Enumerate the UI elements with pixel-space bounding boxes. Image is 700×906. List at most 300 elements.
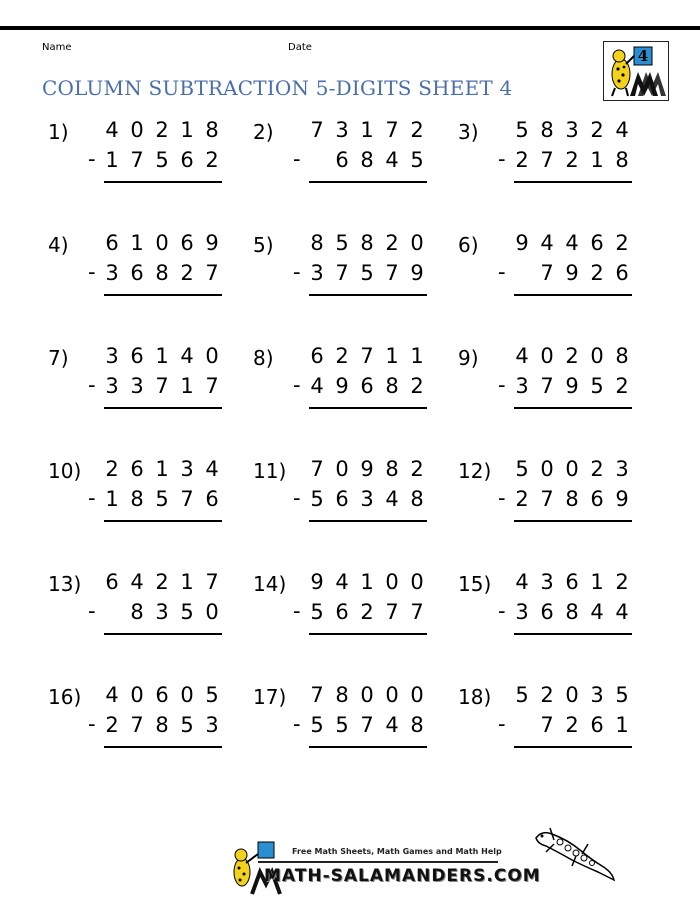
digit: 9 — [615, 487, 629, 511]
digit: 9 — [565, 261, 579, 285]
digit: 4 — [590, 600, 604, 624]
digit: 2 — [385, 231, 399, 255]
digit: 4 — [540, 231, 554, 255]
answer-line — [514, 520, 632, 522]
answer-line — [104, 633, 222, 635]
digit: 2 — [205, 148, 219, 172]
digit: 2 — [155, 118, 169, 142]
digit: 6 — [335, 487, 349, 511]
digit: 6 — [105, 231, 119, 255]
answer-line — [104, 746, 222, 748]
digit: 3 — [180, 457, 194, 481]
minuend — [307, 344, 427, 368]
digit: 3 — [105, 261, 119, 285]
name-label: Name — [42, 42, 72, 53]
problem-number: 4) — [48, 233, 69, 257]
subtrahend — [307, 713, 427, 737]
digit: 2 — [590, 118, 604, 142]
minus-sign: - — [498, 486, 506, 510]
answer-line — [514, 746, 632, 748]
subtrahend — [102, 600, 222, 624]
digit: 9 — [410, 261, 424, 285]
digit: 7 — [130, 148, 144, 172]
subtraction-problem — [253, 677, 453, 757]
minuend — [307, 570, 427, 594]
minuend — [102, 457, 222, 481]
digit: 2 — [615, 374, 629, 398]
digit: 5 — [335, 713, 349, 737]
date-label: Date — [288, 42, 312, 53]
subtrahend — [512, 487, 632, 511]
digit: 8 — [155, 713, 169, 737]
digit: 3 — [310, 261, 324, 285]
subtraction-problem — [48, 225, 248, 305]
digit: 4 — [515, 344, 529, 368]
minus-sign: - — [498, 373, 506, 397]
digit: 2 — [515, 148, 529, 172]
digit: 8 — [615, 148, 629, 172]
digit: 5 — [515, 683, 529, 707]
problem-number: 7) — [48, 346, 69, 370]
digit: 8 — [565, 487, 579, 511]
digit: 5 — [180, 713, 194, 737]
minus-sign: - — [88, 147, 96, 171]
answer-line — [514, 181, 632, 183]
digit: 2 — [410, 118, 424, 142]
digit: 6 — [565, 570, 579, 594]
digit: 5 — [155, 487, 169, 511]
digit: 3 — [360, 487, 374, 511]
digit: 8 — [310, 231, 324, 255]
digit: 6 — [130, 344, 144, 368]
digit: 0 — [335, 457, 349, 481]
digit: 3 — [205, 713, 219, 737]
minus-sign: - — [88, 599, 96, 623]
subtraction-problem — [48, 677, 248, 757]
digit: 2 — [410, 457, 424, 481]
digit — [102, 600, 122, 624]
digit: 7 — [310, 457, 324, 481]
subtrahend — [512, 148, 632, 172]
digit: 7 — [385, 261, 399, 285]
salamander-icon — [528, 826, 618, 886]
salamander-illustration — [528, 826, 618, 886]
digit: 7 — [410, 600, 424, 624]
subtraction-problem — [48, 338, 248, 418]
subtrahend — [307, 487, 427, 511]
digit: 0 — [155, 231, 169, 255]
problem-number: 6) — [458, 233, 479, 257]
digit: 1 — [155, 457, 169, 481]
digit: 9 — [360, 457, 374, 481]
problem-number: 1) — [48, 120, 69, 144]
digit: 1 — [180, 374, 194, 398]
digit: 7 — [540, 713, 554, 737]
minuend — [512, 683, 632, 707]
answer-line — [309, 633, 427, 635]
minuend — [102, 570, 222, 594]
digit: 2 — [590, 261, 604, 285]
digit: 6 — [130, 261, 144, 285]
digit: 1 — [360, 570, 374, 594]
digit: 6 — [155, 683, 169, 707]
digit: 1 — [180, 570, 194, 594]
problem-number: 14) — [253, 572, 287, 596]
problem-number: 2) — [253, 120, 274, 144]
digit: 9 — [565, 374, 579, 398]
digit: 7 — [205, 261, 219, 285]
subtraction-problem — [253, 112, 453, 192]
minus-sign: - — [88, 260, 96, 284]
digit: 7 — [130, 713, 144, 737]
minuend — [102, 344, 222, 368]
digit: 8 — [410, 487, 424, 511]
subtrahend — [102, 713, 222, 737]
minuend — [512, 344, 632, 368]
digit: 2 — [180, 261, 194, 285]
subtraction-problem — [458, 338, 658, 418]
problem-number: 9) — [458, 346, 479, 370]
answer-line — [309, 181, 427, 183]
digit: 6 — [335, 148, 349, 172]
subtraction-problem — [458, 564, 658, 644]
footer-rule — [258, 861, 498, 863]
digit: 4 — [615, 118, 629, 142]
digit: 8 — [360, 231, 374, 255]
digit: 5 — [205, 683, 219, 707]
digit: 7 — [335, 261, 349, 285]
digit: 6 — [310, 344, 324, 368]
digit: 5 — [615, 683, 629, 707]
digit: 0 — [385, 683, 399, 707]
digit: 6 — [205, 487, 219, 511]
problem-number: 15) — [458, 572, 492, 596]
digit: 5 — [515, 457, 529, 481]
digit: 3 — [515, 600, 529, 624]
digit: 4 — [565, 231, 579, 255]
subtraction-problem — [253, 225, 453, 305]
digit: 0 — [360, 683, 374, 707]
subtrahend — [307, 261, 427, 285]
digit: 8 — [360, 148, 374, 172]
minus-sign: - — [293, 373, 301, 397]
answer-line — [514, 407, 632, 409]
digit: 4 — [515, 570, 529, 594]
digit: 8 — [410, 713, 424, 737]
digit: 8 — [540, 118, 554, 142]
digit: 5 — [360, 261, 374, 285]
digit: 5 — [335, 231, 349, 255]
subtraction-problem — [48, 564, 248, 644]
digit: 7 — [540, 148, 554, 172]
answer-line — [104, 181, 222, 183]
digit: 6 — [335, 600, 349, 624]
digit: 7 — [310, 118, 324, 142]
digit: 2 — [105, 713, 119, 737]
digit: 6 — [590, 487, 604, 511]
digit: 4 — [385, 487, 399, 511]
minus-sign: - — [88, 712, 96, 736]
answer-line — [104, 520, 222, 522]
digit: 7 — [540, 487, 554, 511]
minuend — [102, 231, 222, 255]
subtrahend — [307, 600, 427, 624]
minus-sign: - — [293, 260, 301, 284]
subtrahend — [512, 261, 632, 285]
digit — [512, 713, 532, 737]
minus-sign: - — [498, 599, 506, 623]
digit: 9 — [310, 570, 324, 594]
footer-site-link[interactable]: MATH-SALAMANDERS.COM — [264, 866, 541, 886]
subtraction-problem — [48, 112, 248, 192]
subtrahend — [512, 713, 632, 737]
minuend — [512, 118, 632, 142]
minus-sign: - — [88, 373, 96, 397]
digit: 7 — [360, 344, 374, 368]
digit: 5 — [310, 713, 324, 737]
digit: 4 — [105, 118, 119, 142]
subtrahend — [102, 487, 222, 511]
minus-sign: - — [293, 147, 301, 171]
subtraction-problem — [253, 338, 453, 418]
digit: 6 — [180, 148, 194, 172]
minuend — [102, 118, 222, 142]
digit: 6 — [590, 231, 604, 255]
digit: 3 — [155, 600, 169, 624]
digit: 8 — [155, 261, 169, 285]
digit: 7 — [385, 600, 399, 624]
minus-sign: - — [293, 486, 301, 510]
answer-line — [514, 294, 632, 296]
minuend — [102, 683, 222, 707]
digit: 0 — [130, 118, 144, 142]
digit: 4 — [385, 148, 399, 172]
digit: 0 — [130, 683, 144, 707]
subtrahend — [102, 374, 222, 398]
subtrahend — [102, 148, 222, 172]
page-title: COLUMN SUBTRACTION 5-DIGITS SHEET 4 — [42, 76, 513, 100]
digit: 4 — [130, 570, 144, 594]
answer-line — [104, 294, 222, 296]
digit: 1 — [105, 487, 119, 511]
digit: 7 — [155, 374, 169, 398]
digit: 8 — [615, 344, 629, 368]
digit: 7 — [205, 374, 219, 398]
minus-sign: - — [88, 486, 96, 510]
digit: 0 — [565, 457, 579, 481]
digit: 3 — [130, 374, 144, 398]
digit: 5 — [180, 600, 194, 624]
digit: 0 — [540, 344, 554, 368]
digit: 4 — [615, 600, 629, 624]
answer-line — [104, 407, 222, 409]
problem-number: 18) — [458, 685, 492, 709]
subtrahend — [307, 148, 427, 172]
digit: 0 — [565, 683, 579, 707]
problem-number: 17) — [253, 685, 287, 709]
digit: 7 — [310, 683, 324, 707]
problem-number: 11) — [253, 459, 287, 483]
digit: 6 — [540, 600, 554, 624]
minus-sign: - — [293, 599, 301, 623]
subtrahend — [102, 261, 222, 285]
subtraction-problem — [48, 451, 248, 531]
digit: 5 — [310, 600, 324, 624]
digit: 7 — [360, 713, 374, 737]
digit: 0 — [410, 570, 424, 594]
digit: 2 — [335, 344, 349, 368]
digit: 6 — [105, 570, 119, 594]
minus-sign: - — [498, 260, 506, 284]
digit: 5 — [310, 487, 324, 511]
digit: 4 — [105, 683, 119, 707]
digit: 1 — [180, 118, 194, 142]
digit: 2 — [615, 570, 629, 594]
digit: 8 — [205, 118, 219, 142]
minuend — [307, 118, 427, 142]
subtraction-problem — [458, 677, 658, 757]
minuend — [512, 231, 632, 255]
digit: 1 — [590, 570, 604, 594]
digit — [307, 148, 327, 172]
subtraction-problem — [458, 112, 658, 192]
minus-sign: - — [293, 712, 301, 736]
digit: 2 — [540, 683, 554, 707]
digit: 2 — [565, 148, 579, 172]
digit: 8 — [335, 683, 349, 707]
digit: 8 — [130, 487, 144, 511]
digit: 3 — [615, 457, 629, 481]
digit: 8 — [385, 457, 399, 481]
answer-line — [309, 407, 427, 409]
digit: 2 — [515, 487, 529, 511]
digit: 1 — [410, 344, 424, 368]
digit: 0 — [385, 570, 399, 594]
digit: 1 — [615, 713, 629, 737]
digit: 6 — [180, 231, 194, 255]
digit: 3 — [335, 118, 349, 142]
digit: 2 — [410, 374, 424, 398]
minus-sign: - — [498, 712, 506, 736]
digit: 7 — [205, 570, 219, 594]
digit: 4 — [335, 570, 349, 594]
minuend — [512, 570, 632, 594]
digit: 0 — [205, 344, 219, 368]
subtrahend — [512, 374, 632, 398]
problem-number: 16) — [48, 685, 82, 709]
digit: 3 — [540, 570, 554, 594]
minuend — [307, 457, 427, 481]
footer-tagline: Free Math Sheets, Math Games and Math Help — [292, 847, 502, 856]
digit: 4 — [180, 344, 194, 368]
digit: 8 — [385, 374, 399, 398]
digit: 2 — [565, 713, 579, 737]
minuend — [307, 683, 427, 707]
problem-number: 5) — [253, 233, 274, 257]
digit: 7 — [540, 374, 554, 398]
digit: 0 — [410, 231, 424, 255]
digit: 2 — [105, 457, 119, 481]
digit: 3 — [590, 683, 604, 707]
digit — [512, 261, 532, 285]
digit: 2 — [155, 570, 169, 594]
digit: 2 — [360, 600, 374, 624]
digit: 1 — [155, 344, 169, 368]
problem-number: 10) — [48, 459, 82, 483]
salamander-logo-icon — [604, 42, 667, 99]
minuend — [307, 231, 427, 255]
math-salamanders-logo — [603, 41, 669, 101]
digit: 2 — [590, 457, 604, 481]
digit: 6 — [590, 713, 604, 737]
problem-number: 13) — [48, 572, 82, 596]
digit: 0 — [590, 344, 604, 368]
digit: 1 — [130, 231, 144, 255]
subtraction-problem — [458, 225, 658, 305]
digit: 3 — [105, 374, 119, 398]
digit: 5 — [155, 148, 169, 172]
digit: 7 — [180, 487, 194, 511]
subtraction-problem — [253, 451, 453, 531]
digit: 1 — [385, 344, 399, 368]
minus-sign: - — [498, 147, 506, 171]
digit: 9 — [205, 231, 219, 255]
digit: 3 — [565, 118, 579, 142]
problem-number: 3) — [458, 120, 479, 144]
digit: 1 — [590, 148, 604, 172]
subtrahend — [307, 374, 427, 398]
digit: 1 — [105, 148, 119, 172]
problem-number: 12) — [458, 459, 492, 483]
answer-line — [309, 294, 427, 296]
answer-line — [309, 520, 427, 522]
digit: 0 — [205, 600, 219, 624]
digit: 2 — [615, 231, 629, 255]
digit: 9 — [515, 231, 529, 255]
digit: 5 — [410, 148, 424, 172]
problem-number: 8) — [253, 346, 274, 370]
grade-badge: 4 — [637, 47, 649, 65]
answer-line — [514, 633, 632, 635]
digit: 0 — [540, 457, 554, 481]
digit: 6 — [615, 261, 629, 285]
digit: 3 — [515, 374, 529, 398]
digit: 4 — [205, 457, 219, 481]
digit: 0 — [180, 683, 194, 707]
digit: 6 — [360, 374, 374, 398]
answer-line — [309, 746, 427, 748]
digit: 1 — [360, 118, 374, 142]
digit: 6 — [130, 457, 144, 481]
subtrahend — [512, 600, 632, 624]
digit: 7 — [385, 118, 399, 142]
minuend — [512, 457, 632, 481]
subtraction-problem — [253, 564, 453, 644]
digit: 8 — [130, 600, 144, 624]
digit: 5 — [590, 374, 604, 398]
digit: 7 — [540, 261, 554, 285]
digit: 4 — [310, 374, 324, 398]
digit: 0 — [410, 683, 424, 707]
digit: 9 — [335, 374, 349, 398]
digit: 8 — [565, 600, 579, 624]
digit: 4 — [385, 713, 399, 737]
subtraction-problem — [458, 451, 658, 531]
digit: 5 — [515, 118, 529, 142]
digit: 2 — [565, 344, 579, 368]
top-rule — [0, 26, 700, 30]
digit: 3 — [105, 344, 119, 368]
